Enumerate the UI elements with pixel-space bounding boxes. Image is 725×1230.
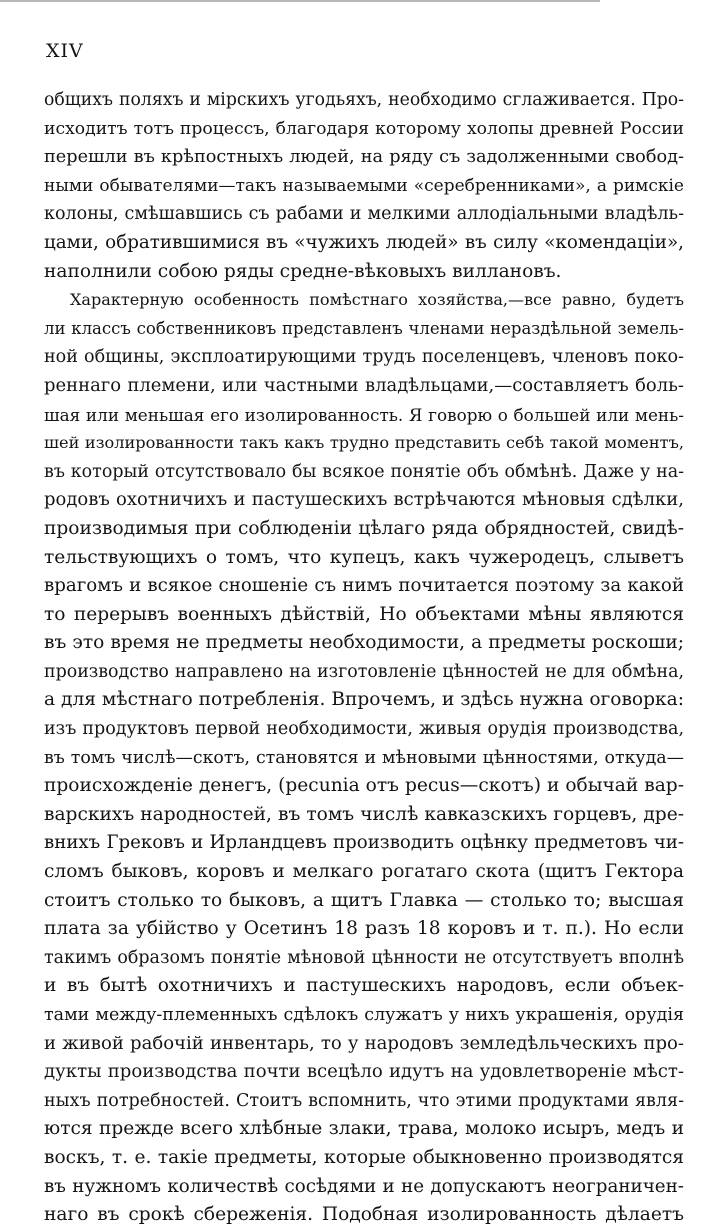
text-line: въ который отсутствовало бы всякое понятіе объ обмѣнѣ. Даже у на- [44, 461, 684, 482]
text-line: то перерывъ военныхъ дѣйствій, Но объектами мѣны являются [44, 603, 684, 625]
text-line: ли классъ собственниковъ представленъ членами нераздѣльной земель- [44, 318, 684, 338]
text-line: родовъ охотничихъ и пастушескихъ встрѣчаются мѣновыя сдѣлки, [44, 489, 684, 511]
text-line: ются прежде всего хлѣбные злаки, трава, молоко исыръ, медъ и [44, 1118, 684, 1140]
text-line: производство направлено на изготовленіе цѣнностей не для обмѣна, [44, 661, 684, 682]
text-line: тельствующихъ о томъ, что купецъ, какъ чужеродецъ, слыветъ [44, 546, 684, 568]
text-line: воскъ, т. е. такіе предметы, которые обыкновенно производятся [44, 1146, 684, 1168]
paragraph-2 [44, 286, 684, 1230]
text-line: такимъ образомъ понятіе мѣновой цѣнности не отсутствуетъ вполнѣ [44, 947, 684, 968]
text-line: происхожденіе денегъ, (pecunia отъ pecus—скотъ) и обычай вар- [44, 775, 684, 797]
text-line: общихъ поляхъ и мірскихъ угодьяхъ, необходимо сглаживается. Про- [44, 90, 684, 110]
text-line: врагомъ и всякое сношеніе съ нимъ почитается поэтому за какой [44, 575, 684, 597]
text-line: дукты производства почти всецѣло идутъ на удовлетвореніе мѣст- [44, 1061, 684, 1083]
text-line: колоны, смѣшавшись съ рабами и мелкими аллодіальными владѣль- [44, 204, 684, 225]
text-line: ными обывателями—такъ называемыми «серебренниками», а римскіе [44, 175, 684, 196]
text-line: исходитъ тотъ процессъ, благодаря которому холопы древней России [44, 118, 684, 139]
text-line: наго въ срокѣ сбереженія. Подобная изолированность дѣлаетъ [44, 1204, 684, 1226]
text-line: а для мѣстнаго потребленія. Впрочемъ, и здѣсь нужна оговорка: [44, 689, 684, 711]
text-line: плата за убійство у Осетинъ 18 разъ 18 коровъ и т. п.). Но если [44, 918, 684, 940]
text-line: ныхъ потребностей. Стоитъ вспомнить, что этими продуктами явля- [44, 1090, 684, 1111]
text-line: внихъ Грековъ и Ирландцевъ производить оцѣнку предметовъ чи- [44, 832, 684, 854]
body-text [44, 86, 684, 1230]
text-line: въ нужномъ количествѣ сосѣдями и не допускаютъ неограничен- [44, 1175, 684, 1197]
text-line: сломъ быковъ, коровъ и мелкаго рогатаго скота (щитъ Гектора [44, 861, 684, 883]
page-number: XIV [46, 40, 84, 62]
text-line: перешли въ крѣпостныхъ людей, на ряду съ задолженными свобод- [44, 147, 684, 168]
text-line: Характерную особенность помѣстнаго хозяйства,—все равно, будетъ [70, 290, 684, 310]
text-line: и въ бытѣ охотничихъ и пастушескихъ народовъ, если объек- [44, 975, 684, 997]
text-line: тами между-племенныхъ сдѣлокъ служатъ у нихъ украшенія, орудія [44, 1005, 684, 1025]
text-line: въ томъ числѣ—скотъ, становятся и мѣновыми цѣнностями, откуда— [44, 747, 684, 768]
text-line: наполнили собою ряды средне-вѣковыхъ виллановъ. [44, 260, 562, 282]
paragraph-1 [44, 86, 684, 286]
text-line: стоитъ столько то быковъ, а щитъ Главка — столько то; высшая [44, 889, 684, 911]
text-line: шей изолированности такъ какъ трудно представить себѣ такой моментъ, [44, 433, 684, 453]
text-line: варскихъ народностей, въ томъ числѣ кавказскихъ горцевъ, дре- [44, 803, 684, 825]
text-line: цами, обратившимися въ «чужихъ людей» въ силу «комендаціи», [44, 231, 684, 253]
text-line: реннаго племени, или частными владѣльцами,—составляетъ боль- [44, 374, 684, 396]
text-line: въ это время не предметы необходимости, а предметы роскоши; [44, 632, 684, 654]
text-line: и живой рабочій инвентарь, то у народовъ земледѣльческихъ про- [44, 1032, 684, 1054]
text-line: шая или меньшая его изолированность. Я говорю о большей или мень- [44, 404, 684, 425]
top-edge-rule [0, 0, 600, 2]
text-line: изъ продуктовъ первой необходимости, живыя орудія производства, [44, 719, 684, 740]
text-line: ной общины, эксплоатирующими трудъ поселенцевъ, членовъ поко- [44, 347, 684, 368]
text-line: производимыя при соблюденіи цѣлаго ряда обрядностей, свидѣ- [44, 517, 684, 539]
